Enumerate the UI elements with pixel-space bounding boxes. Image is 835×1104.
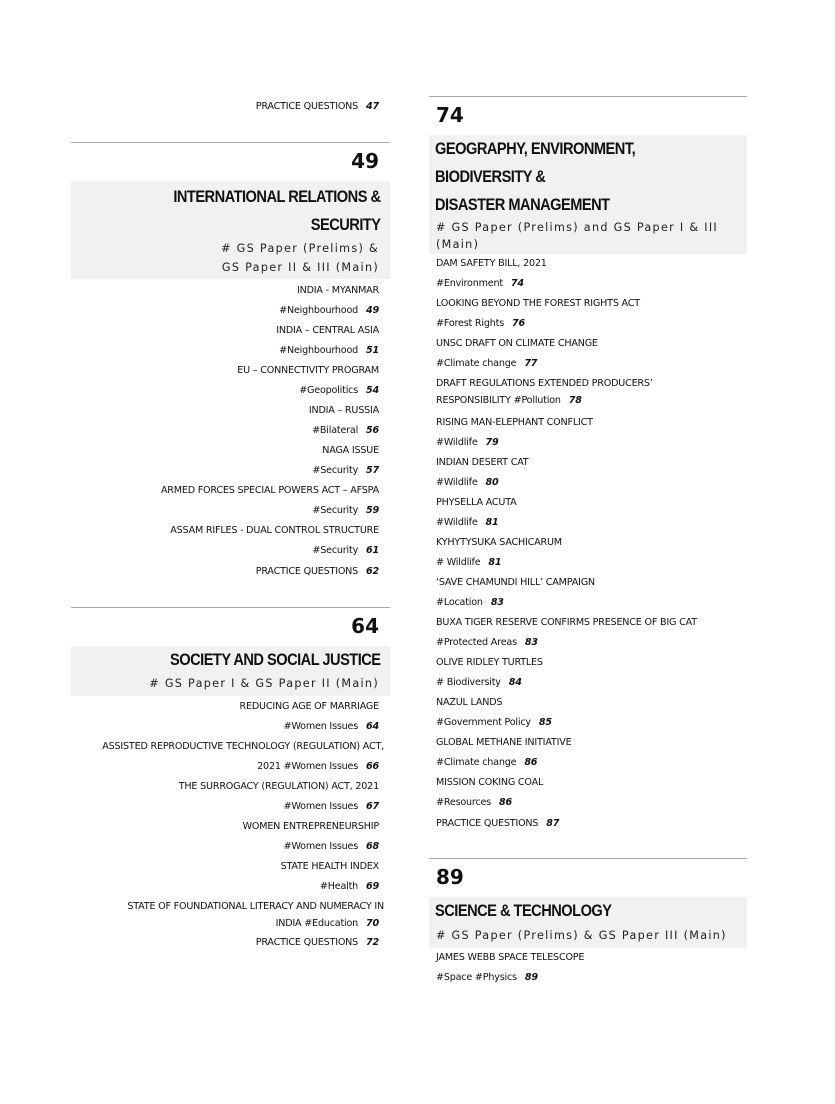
- toc-entry[interactable]: [429, 613, 747, 653]
- page-ref: 70: [366, 918, 379, 929]
- entry-title: DRAFT REGULATIONS EXTENDED PRODUCERS’: [436, 378, 653, 389]
- page-ref: 49: [366, 305, 379, 316]
- page-ref: 57: [366, 465, 379, 476]
- gs-paper-line: GS Paper II & III (Main): [221, 261, 379, 274]
- section-title: SCIENCE & TECHNOLOGY: [435, 901, 612, 920]
- entry-tag: # Biodiversity: [436, 677, 501, 688]
- page-ref: 89: [524, 972, 538, 983]
- page-ref: 74: [510, 278, 524, 289]
- section-header-box: [429, 897, 747, 948]
- entry-title: INDIA – CENTRAL ASIA: [276, 325, 379, 336]
- entry-tag: #Resources: [436, 797, 492, 808]
- entry-title: INDIAN DESERT CAT: [436, 457, 529, 468]
- toc-entry[interactable]: [71, 697, 390, 737]
- page-ref: 54: [366, 385, 379, 396]
- entry-tag: #Security: [312, 545, 359, 556]
- entry-title: LOOKING BEYOND THE FOREST RIGHTS ACT: [436, 298, 640, 309]
- page-ref: 72: [366, 937, 379, 948]
- page-ref: 68: [366, 841, 379, 852]
- page-ref: 64: [366, 721, 379, 732]
- entry-title: ASSISTED REPRODUCTIVE TECHNOLOGY (REGULATION) ACT,: [102, 741, 384, 752]
- toc-entry-practice-questions[interactable]: [71, 561, 390, 583]
- entry-title: UNSC DRAFT ON CLIMATE CHANGE: [436, 338, 598, 349]
- page-ref: 80: [485, 477, 499, 488]
- entry-tag: #Women Issues: [283, 801, 359, 812]
- page-ref: 76: [512, 318, 525, 329]
- gs-paper-line: (Main): [436, 238, 480, 251]
- toc-right-column: [429, 96, 747, 988]
- section-header-box: [71, 646, 390, 696]
- toc-entry[interactable]: [429, 773, 747, 813]
- page-ref: 87: [546, 818, 560, 829]
- entry-title: ARMED FORCES SPECIAL POWERS ACT – AFSPA: [160, 485, 379, 496]
- toc-entry[interactable]: [429, 573, 747, 613]
- entry-tag: #Security: [312, 505, 359, 516]
- entry-tag: RESPONSIBILITY #Pollution: [436, 395, 561, 406]
- section-divider: [71, 607, 390, 608]
- entry-tag: 2021 #Women Issues: [257, 761, 359, 772]
- section-divider: [429, 96, 747, 97]
- page-ref: 62: [366, 566, 379, 577]
- entry-tag: #Location: [436, 597, 483, 608]
- entry-tag: #Environment: [436, 278, 503, 289]
- toc-entry[interactable]: [71, 441, 390, 481]
- entry-title: THE SURROGACY (REGULATION) ACT, 2021: [178, 781, 379, 792]
- entry-tag: INDIA #Education: [275, 918, 359, 929]
- entry-title: ‘SAVE CHAMUNDI HILL’ CAMPAIGN: [436, 577, 595, 588]
- entry-title: NAZUL LANDS: [436, 697, 503, 708]
- page-ref: 51: [366, 345, 379, 356]
- entry-tag: #Neighbourhood: [279, 345, 359, 356]
- toc-entry[interactable]: [429, 733, 747, 773]
- entry-title: STATE HEALTH INDEX: [280, 861, 379, 872]
- toc-entry[interactable]: [429, 653, 747, 693]
- section-title: DISASTER MANAGEMENT: [435, 195, 610, 214]
- entry-tag: #Government Policy: [436, 717, 531, 728]
- gs-paper-line: # GS Paper (Prelims) & GS Paper III (Main): [436, 929, 727, 942]
- entry-title: PRACTICE QUESTIONS: [436, 818, 539, 829]
- entry-tag: #Wildlife: [436, 477, 478, 488]
- entry-title: JAMES WEBB SPACE TELESCOPE: [436, 952, 585, 963]
- entry-tag: #Forest Rights: [436, 318, 504, 329]
- entry-tag: #Wildlife: [436, 517, 478, 528]
- page-ref: 77: [524, 358, 538, 369]
- section-divider: [71, 142, 390, 143]
- entry-title: EU – CONNECTIVITY PROGRAM: [237, 365, 379, 376]
- section-entries: [429, 254, 747, 835]
- page-ref: 84: [508, 677, 522, 688]
- entry-title: REDUCING AGE OF MARRIAGE: [239, 701, 379, 712]
- entry-title: MISSION COKING COAL: [436, 777, 544, 788]
- section-page-number: 89: [436, 865, 464, 889]
- entry-tag: #Space #Physics: [436, 972, 517, 983]
- toc-left-column: [71, 96, 390, 954]
- gs-paper-line: # GS Paper (Prelims) and GS Paper I & III: [436, 221, 719, 234]
- toc-entry-practice-questions[interactable]: [71, 96, 390, 118]
- entry-tag: #Women Issues: [283, 721, 359, 732]
- entry-title: PRACTICE QUESTIONS: [255, 566, 359, 577]
- entry-title: STATE OF FOUNDATIONAL LITERACY AND NUMERACY IN: [127, 901, 384, 912]
- entry-title: OLIVE RIDLEY TURTLES: [436, 657, 543, 668]
- section-page-number: 49: [351, 149, 379, 173]
- entry-title: DAM SAFETY BILL, 2021: [436, 258, 547, 269]
- entry-title: INDIA - MYANMAR: [297, 285, 379, 296]
- toc-entry-practice-questions[interactable]: [429, 813, 747, 835]
- page-ref: 85: [538, 717, 552, 728]
- toc-entry[interactable]: [429, 413, 747, 453]
- entry-tag: #Neighbourhood: [279, 305, 359, 316]
- toc-entry[interactable]: [429, 693, 747, 733]
- entry-tag: #Climate change: [436, 358, 517, 369]
- entry-title: KYHYTYSUKA SACHICARUM: [436, 537, 562, 548]
- page-ref: 78: [568, 395, 582, 406]
- page-ref: 66: [366, 761, 379, 772]
- section-title: INTERNATIONAL RELATIONS & SECURITY: [173, 187, 381, 234]
- toc-entry[interactable]: [429, 374, 747, 409]
- section-title: GEOGRAPHY, ENVIRONMENT, BIODIVERSITY &: [435, 139, 636, 186]
- entry-title: PRACTICE QUESTIONS: [255, 937, 359, 948]
- entry-tag: #Wildlife: [436, 437, 478, 448]
- page-ref: 61: [366, 545, 379, 556]
- toc-entry[interactable]: [71, 321, 390, 361]
- entry-title: ASSAM RIFLES - DUAL CONTROL STRUCTURE: [170, 525, 379, 536]
- toc-entry[interactable]: [429, 453, 747, 493]
- page-ref: 67: [366, 801, 379, 812]
- page-ref: 83: [524, 637, 538, 648]
- entry-tag: #Health: [319, 881, 359, 892]
- toc-entry[interactable]: [71, 897, 390, 932]
- section-entries: [71, 281, 390, 583]
- entry-title: NAGA ISSUE: [322, 445, 379, 456]
- section-divider: [429, 858, 747, 859]
- toc-entry[interactable]: [71, 817, 390, 857]
- toc-entry[interactable]: [71, 521, 390, 561]
- entry-tag: #Women Issues: [283, 841, 359, 852]
- section-title: SOCIETY AND SOCIAL JUSTICE: [170, 650, 381, 669]
- section-header-box: [71, 181, 390, 279]
- entry-tag: #Geopolitics: [299, 385, 359, 396]
- section-page-number: 64: [351, 614, 379, 638]
- toc-entry[interactable]: [71, 857, 390, 897]
- page-ref: 69: [366, 881, 379, 892]
- gs-paper-line: # GS Paper I & GS Paper II (Main): [149, 677, 379, 690]
- section-page-number: 74: [436, 103, 464, 127]
- toc-entry[interactable]: [71, 481, 390, 521]
- section-entries: [71, 697, 390, 954]
- entry-title: INDIA – RUSSIA: [308, 405, 379, 416]
- page-ref: 86: [524, 757, 538, 768]
- entry-tag: #Protected Areas: [436, 637, 517, 648]
- section-header-box: [429, 135, 747, 254]
- toc-entry[interactable]: [71, 401, 390, 441]
- gs-paper-line: # GS Paper (Prelims) &: [221, 242, 379, 255]
- page-ref: 81: [488, 557, 502, 568]
- entry-tag: #Security: [312, 465, 359, 476]
- toc-entry-practice-questions[interactable]: [71, 932, 390, 954]
- toc-entry[interactable]: [429, 294, 747, 334]
- page-ref: 56: [366, 425, 379, 436]
- page-ref: 81: [485, 517, 499, 528]
- toc-entry[interactable]: [71, 777, 390, 817]
- section-entries: [429, 948, 747, 988]
- entry-title: BUXA TIGER RESERVE CONFIRMS PRESENCE OF BIG CAT: [436, 617, 697, 628]
- toc-entry[interactable]: [429, 948, 747, 988]
- toc-entry[interactable]: [429, 493, 747, 533]
- entry-tag: #Climate change: [436, 757, 517, 768]
- page-ref: 59: [366, 505, 379, 516]
- toc-entry[interactable]: [71, 737, 390, 777]
- toc-entry[interactable]: [429, 254, 747, 294]
- entry-title: WOMEN ENTREPRENEURSHIP: [242, 821, 379, 832]
- toc-entry[interactable]: [71, 361, 390, 401]
- page-ref: 83: [490, 597, 504, 608]
- entry-title: RISING MAN-ELEPHANT CONFLICT: [436, 417, 593, 428]
- entry-title: GLOBAL METHANE INITIATIVE: [436, 737, 572, 748]
- page-ref: 47: [366, 101, 379, 112]
- entry-tag: #Bilateral: [312, 425, 359, 436]
- toc-entry[interactable]: [429, 334, 747, 374]
- page-ref: 86: [499, 797, 512, 808]
- toc-entry[interactable]: [71, 281, 390, 321]
- toc-entry[interactable]: [429, 533, 747, 573]
- entry-title: PRACTICE QUESTIONS: [255, 101, 359, 112]
- entry-title: PHYSELLA ACUTA: [436, 497, 517, 508]
- entry-tag: # Wildlife: [436, 557, 481, 568]
- page-ref: 79: [485, 437, 499, 448]
